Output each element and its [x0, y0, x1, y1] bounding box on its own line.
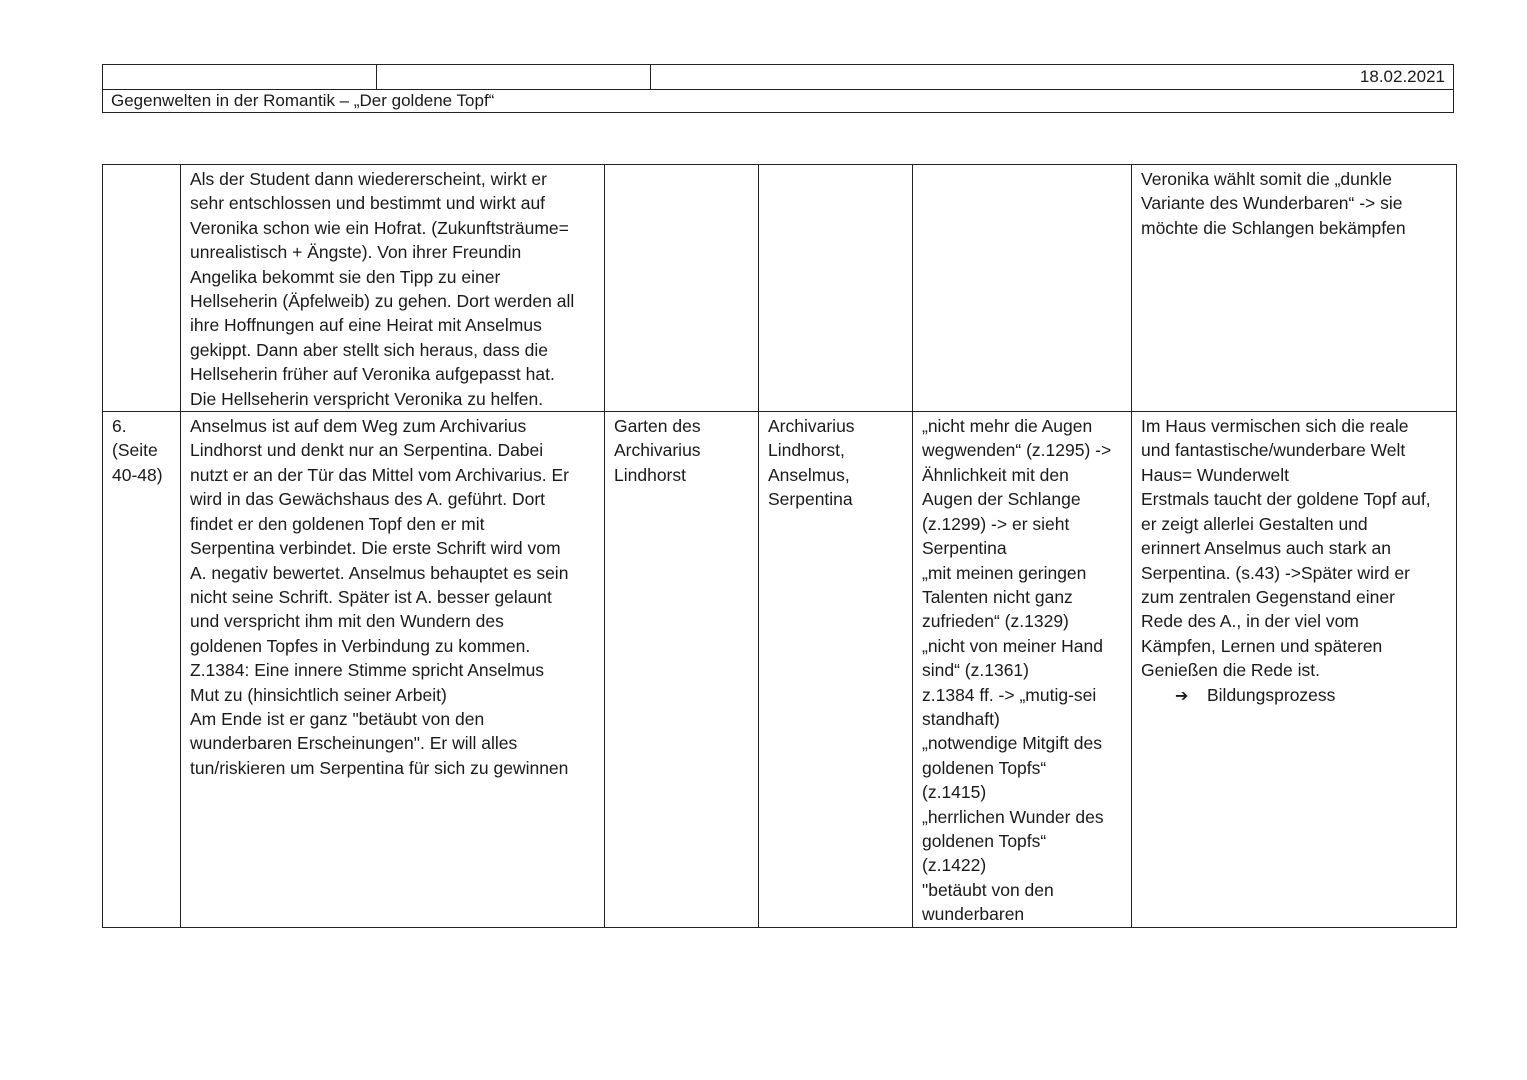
- text-line: 40-48): [112, 464, 163, 485]
- text-line: Serpentina verbindet. Die erste Schrift wird vom: [190, 538, 561, 559]
- characters-cell: [759, 165, 913, 412]
- text-line: er zeigt allerlei Gestalten und: [1141, 513, 1368, 534]
- text-line: Variante des Wunderbaren“ -> sie: [1141, 193, 1403, 214]
- document-date: 18.02.2021: [651, 65, 1454, 90]
- text-line: "betäubt von den: [922, 879, 1054, 900]
- conclusion-item: [1141, 683, 1448, 708]
- text-line: „notwendige Mitgift des: [922, 733, 1102, 754]
- header-table: [102, 64, 1454, 113]
- text-line: und fantastische/wunderbare Welt: [1141, 440, 1406, 461]
- chapter-cell: [103, 412, 181, 928]
- text-line: standhaft): [922, 708, 1000, 729]
- chapter-cell: [103, 165, 181, 412]
- characters-cell: [759, 412, 913, 928]
- text-line: Z.1384: Eine innere Stimme spricht Anselmus: [190, 660, 545, 681]
- text-line: goldenen Topfes in Verbindung zu kommen.: [190, 635, 531, 656]
- text-line: (z.1299) -> er sieht: [922, 513, 1070, 534]
- conclusion-text: Bildungsprozess: [1207, 684, 1336, 705]
- text-line: 6.: [112, 416, 127, 437]
- text-line: (Seite: [112, 440, 158, 461]
- text-line: Haus= Wunderwelt: [1141, 464, 1290, 485]
- text-line: Lindhorst und denkt nur an Serpentina. Dabei: [190, 440, 544, 461]
- text-line: Kämpfen, Lernen und späteren: [1141, 635, 1383, 656]
- text-line: (z.1415): [922, 782, 987, 803]
- text-line: Serpentina. (s.43) ->Später wird er: [1141, 562, 1410, 583]
- header-cell-2: [377, 65, 651, 90]
- text-line: sehr entschlossen und bestimmt und wirkt auf: [190, 193, 546, 214]
- table-row: [103, 165, 1457, 412]
- text-line: A. negativ bewertet. Anselmus behauptet es sein: [190, 562, 569, 583]
- text-line: Anselmus,: [768, 464, 850, 485]
- text-line: „nicht mehr die Augen: [922, 416, 1093, 437]
- text-line: Serpentina: [768, 489, 853, 510]
- quotes-cell: [913, 412, 1132, 928]
- text-line: goldenen Topfs“: [922, 757, 1047, 778]
- text-line: Mut zu (hinsichtlich seiner Arbeit): [190, 684, 447, 705]
- text-line: Lindhorst: [614, 464, 686, 485]
- place-cell: [605, 412, 759, 928]
- text-line: gekippt. Dann aber stellt sich heraus, dass die: [190, 339, 548, 360]
- text-line: Erstmals taucht der goldene Topf auf,: [1141, 489, 1431, 510]
- text-line: „mit meinen geringen: [922, 562, 1087, 583]
- text-line: findet er den goldenen Topf den er mit: [190, 513, 485, 534]
- text-line: Hellseherin früher auf Veronika aufgepasst hat.: [190, 364, 555, 385]
- summary-cell: [181, 165, 605, 412]
- text-line: Genießen die Rede ist.: [1141, 660, 1320, 681]
- text-line: Serpentina: [922, 538, 1007, 559]
- text-line: wegwenden“ (z.1295) ->: [922, 440, 1112, 461]
- text-line: und verspricht ihm mit den Wundern des: [190, 611, 504, 632]
- text-line: wunderbaren Erscheinungen". Er will alles: [190, 733, 518, 754]
- text-line: Hellseherin (Äpfelweib) zu gehen. Dort werden all: [190, 291, 575, 312]
- text-line: Angelika bekommt sie den Tipp zu einer: [190, 266, 501, 287]
- text-line: Als der Student dann wiedererscheint, wirkt er: [190, 169, 547, 189]
- text-line: Lindhorst,: [768, 440, 845, 461]
- text-line: Talenten nicht ganz: [922, 586, 1073, 607]
- text-line: Veronika schon wie ein Hofrat. (Zukunftsträume=: [190, 217, 569, 238]
- interpretation-cell: [1132, 165, 1457, 412]
- text-line: tun/riskieren um Serpentina für sich zu gewinnen: [190, 757, 569, 778]
- text-line: Ähnlichkeit mit den: [922, 464, 1069, 485]
- text-line: (z.1422): [922, 855, 987, 876]
- text-line: sind“ (z.1361): [922, 660, 1029, 681]
- header-cell-1: [103, 65, 377, 90]
- table-row: [103, 412, 1457, 928]
- text-line: „herrlichen Wunder des: [922, 806, 1104, 827]
- analysis-table: [102, 164, 1457, 928]
- text-line: wird in das Gewächshaus des A. geführt. Dort: [190, 489, 546, 510]
- text-line: nicht seine Schrift. Später ist A. besser gelaunt: [190, 586, 552, 607]
- text-line: wunderbaren: [922, 904, 1025, 925]
- right-arrow-icon: ➔: [1175, 685, 1189, 705]
- text-line: möchte die Schlangen bekämpfen: [1141, 217, 1406, 238]
- text-line: ihre Hoffnungen auf eine Heirat mit Anselmus: [190, 315, 542, 336]
- document-title: Gegenwelten in der Romantik – „Der goldene Topf“: [103, 90, 1454, 113]
- text-line: unrealistisch + Ängste). Von ihrer Freundin: [190, 242, 522, 263]
- text-line: zum zentralen Gegenstand einer: [1141, 586, 1395, 607]
- text-line: goldenen Topfs“: [922, 830, 1047, 851]
- text-line: Archivarius: [768, 416, 855, 437]
- text-line: Anselmus ist auf dem Weg zum Archivarius: [190, 416, 527, 437]
- text-line: Archivarius: [614, 440, 701, 461]
- text-line: zufrieden“ (z.1329): [922, 611, 1069, 632]
- interpretation-cell: [1132, 412, 1457, 928]
- text-line: Augen der Schlange: [922, 489, 1081, 510]
- text-line: Im Haus vermischen sich die reale: [1141, 416, 1409, 437]
- text-line: Die Hellseherin verspricht Veronika zu helfen.: [190, 388, 544, 409]
- quotes-cell: [913, 165, 1132, 412]
- summary-cell: [181, 412, 605, 928]
- text-line: „nicht von meiner Hand: [922, 635, 1103, 656]
- text-line: Garten des: [614, 416, 701, 437]
- text-line: nutzt er an der Tür das Mittel vom Archivarius. Er: [190, 464, 569, 485]
- place-cell: [605, 165, 759, 412]
- text-line: Veronika wählt somit die „dunkle: [1141, 169, 1392, 189]
- text-line: Am Ende ist er ganz "betäubt von den: [190, 708, 485, 729]
- text-line: Rede des A., in der viel vom: [1141, 611, 1359, 632]
- text-line: z.1384 ff. -> „mutig-sei: [922, 684, 1097, 705]
- text-line: erinnert Anselmus auch stark an: [1141, 538, 1391, 559]
